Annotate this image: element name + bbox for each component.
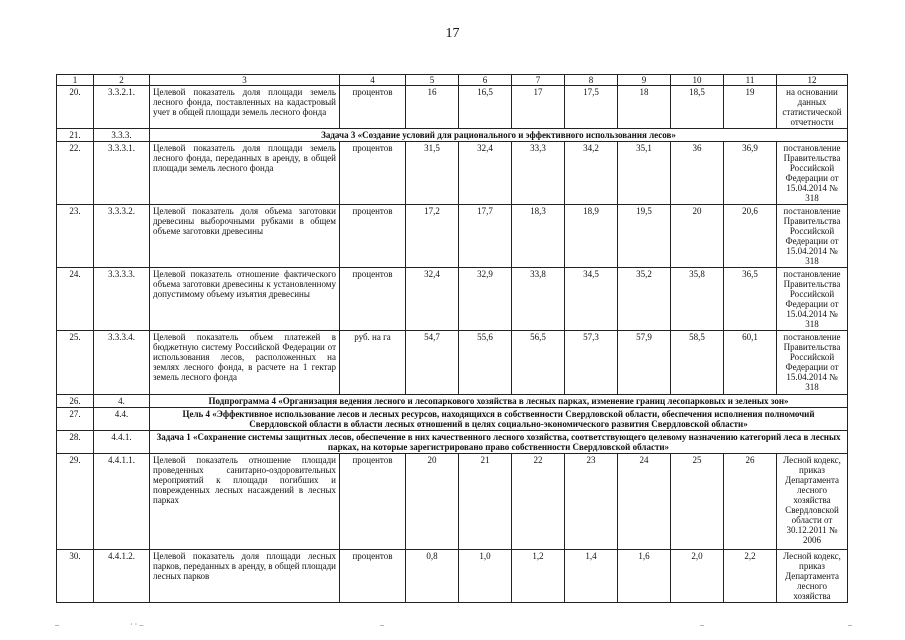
value-cell: 57,9 <box>618 331 671 395</box>
value-cell: 18,9 <box>565 205 618 268</box>
row-code: 3.3.3.4. <box>94 331 150 395</box>
column-number-header: 6 <box>459 75 512 86</box>
row-code: 3.3.2.1. <box>94 86 150 129</box>
section-title: Задача 3 «Создание условий для рационального и эффективного использования лесов» <box>150 129 848 142</box>
row-number: 27. <box>57 408 94 431</box>
value-cell: 57,3 <box>565 331 618 395</box>
unit: процентов <box>340 86 406 129</box>
value-cell: 35,2 <box>618 268 671 331</box>
column-number-header: 2 <box>94 75 150 86</box>
value-cell: 1,0 <box>459 550 512 603</box>
value-cell: 16,5 <box>459 86 512 129</box>
value-cell: 33,8 <box>512 268 565 331</box>
value-cell: 21 <box>459 454 512 550</box>
section-title: Подпрограмма 4 «Организация ведения лесного и лесопаркового хозяйства в лесных парках, изменение границ лесопарковых и зеленых зон» <box>150 395 848 408</box>
value-cell: 17,5 <box>565 86 618 129</box>
value-cell: 18 <box>618 86 671 129</box>
value-cell: 18,5 <box>671 86 724 129</box>
value-cell: 35,8 <box>671 268 724 331</box>
indicator-description: Целевой показатель доля площади земель лесного фонда, переданных в аренду, в общей площади земель лесного фонда <box>150 142 340 205</box>
value-cell: 1,4 <box>565 550 618 603</box>
row-number: 29. <box>57 454 94 550</box>
row-number: 20. <box>57 86 94 129</box>
row-number: 28. <box>57 431 94 454</box>
column-number-header: 3 <box>150 75 340 86</box>
indicator-row <box>57 205 848 268</box>
row-number: 24. <box>57 268 94 331</box>
column-number-header: 11 <box>724 75 777 86</box>
row-code: 4.4.1.2. <box>94 550 150 603</box>
value-cell: 16 <box>406 86 459 129</box>
indicator-description: Целевой показатель отношение площади проведенных санитарно-оздоровительных мероприятий к площади погибших и поврежденных лесных насаждений в лесных парках <box>150 454 340 550</box>
value-cell: 19,5 <box>618 205 671 268</box>
column-number-header: 1 <box>57 75 94 86</box>
column-number-header: 7 <box>512 75 565 86</box>
indicator-row <box>57 268 848 331</box>
section-title: Задача 1 «Сохранение системы защитных лесов, обеспечение в них качественного лесного хозяйства, соответствующего целевому назначению категорий леса в лесных парках, на которые зарегистрировано право собственности Свердловской области» <box>150 431 848 454</box>
column-number-header: 8 <box>565 75 618 86</box>
value-cell: 33,3 <box>512 142 565 205</box>
basis: Лесной кодекс, приказ Департамента лесного хозяйства Свердловской области от 30.12.2011 № 2006 <box>777 454 848 550</box>
value-cell: 36 <box>671 142 724 205</box>
indicators-table <box>56 74 848 603</box>
indicator-description: Целевой показатель доля площади лесных парков, переданных в аренду, в общей площади лесных парков <box>150 550 340 603</box>
row-code: 4. <box>94 395 150 408</box>
value-cell: 36,9 <box>724 142 777 205</box>
indicator-description: Целевой показатель отношение фактического объема заготовки древесины к установленному допустимому объему изъятия древесины <box>150 268 340 331</box>
row-code: 3.3.3. <box>94 129 150 142</box>
column-number-header: 10 <box>671 75 724 86</box>
row-number: 23. <box>57 205 94 268</box>
column-number-header: 5 <box>406 75 459 86</box>
row-number: 25. <box>57 331 94 395</box>
indicator-row <box>57 142 848 205</box>
section-row <box>57 431 848 454</box>
row-number: 30. <box>57 550 94 603</box>
basis: на основании данных статистической отчетности <box>777 86 848 129</box>
value-cell: 17 <box>512 86 565 129</box>
value-cell: 34,2 <box>565 142 618 205</box>
indicator-row <box>57 86 848 129</box>
indicator-row <box>57 454 848 550</box>
row-number: 22. <box>57 142 94 205</box>
value-cell: 2,0 <box>671 550 724 603</box>
value-cell: 26 <box>724 454 777 550</box>
value-cell: 20 <box>406 454 459 550</box>
row-code: 4.4.1. <box>94 431 150 454</box>
value-cell: 22 <box>512 454 565 550</box>
section-title: Цель 4 «Эффективное использование лесов и лесных ресурсов, находящихся в собственности Свердловской области, обеспечения исполнения полномочий Свердловской области в области лесных отношений в целях социально-экономического развития Свердловской области» <box>150 408 848 431</box>
value-cell: 36,5 <box>724 268 777 331</box>
value-cell: 20,6 <box>724 205 777 268</box>
header-row <box>57 75 848 86</box>
value-cell: 25 <box>671 454 724 550</box>
value-cell: 17,7 <box>459 205 512 268</box>
value-cell: 60,1 <box>724 331 777 395</box>
unit: руб. на га <box>340 331 406 395</box>
scan-artifacts: – · · – – – – <box>55 620 852 629</box>
value-cell: 56,5 <box>512 331 565 395</box>
section-row <box>57 129 848 142</box>
column-number-header: 12 <box>777 75 848 86</box>
value-cell: 17,2 <box>406 205 459 268</box>
value-cell: 18,3 <box>512 205 565 268</box>
value-cell: 35,1 <box>618 142 671 205</box>
row-code: 3.3.3.3. <box>94 268 150 331</box>
value-cell: 1,6 <box>618 550 671 603</box>
indicator-description: Целевой показатель объем платежей в бюджетную систему Российской Федерации от использования лесов, расположенных на землях лесного фонда, в расчете на 1 гектар земель лесного фонда <box>150 331 340 395</box>
row-number: 26. <box>57 395 94 408</box>
basis: Лесной кодекс, приказ Департамента лесного хозяйства <box>777 550 848 603</box>
basis: постановление Правительства Российской Федерации от 15.04.2014 № 318 <box>777 331 848 395</box>
indicator-row <box>57 331 848 395</box>
unit: процентов <box>340 205 406 268</box>
row-number: 21. <box>57 129 94 142</box>
indicator-row <box>57 550 848 603</box>
value-cell: 23 <box>565 454 618 550</box>
section-row <box>57 395 848 408</box>
row-code: 4.4.1.1. <box>94 454 150 550</box>
unit: процентов <box>340 268 406 331</box>
value-cell: 34,5 <box>565 268 618 331</box>
basis: постановление Правительства Российской Федерации от 15.04.2014 № 318 <box>777 205 848 268</box>
value-cell: 19 <box>724 86 777 129</box>
basis: постановление Правительства Российской Федерации от 15.04.2014 № 318 <box>777 268 848 331</box>
page-number: 17 <box>445 26 460 41</box>
value-cell: 2,2 <box>724 550 777 603</box>
value-cell: 58,5 <box>671 331 724 395</box>
value-cell: 32,4 <box>459 142 512 205</box>
value-cell: 1,2 <box>512 550 565 603</box>
unit: процентов <box>340 454 406 550</box>
value-cell: 20 <box>671 205 724 268</box>
value-cell: 31,5 <box>406 142 459 205</box>
column-number-header: 9 <box>618 75 671 86</box>
indicator-description: Целевой показатель доля объема заготовки древесины выборочными рубками в общем объеме заготовки древесины <box>150 205 340 268</box>
basis: постановление Правительства Российской Федерации от 15.04.2014 № 318 <box>777 142 848 205</box>
row-code: 4.4. <box>94 408 150 431</box>
unit: процентов <box>340 142 406 205</box>
unit: процентов <box>340 550 406 603</box>
indicator-description: Целевой показатель доля площади земель лесного фонда, поставленных на кадастровый учет в общей площади земель лесного фонда <box>150 86 340 129</box>
value-cell: 24 <box>618 454 671 550</box>
column-number-header: 4 <box>340 75 406 86</box>
value-cell: 0,8 <box>406 550 459 603</box>
value-cell: 54,7 <box>406 331 459 395</box>
section-row <box>57 408 848 431</box>
row-code: 3.3.3.2. <box>94 205 150 268</box>
row-code: 3.3.3.1. <box>94 142 150 205</box>
value-cell: 55,6 <box>459 331 512 395</box>
value-cell: 32,9 <box>459 268 512 331</box>
value-cell: 32,4 <box>406 268 459 331</box>
